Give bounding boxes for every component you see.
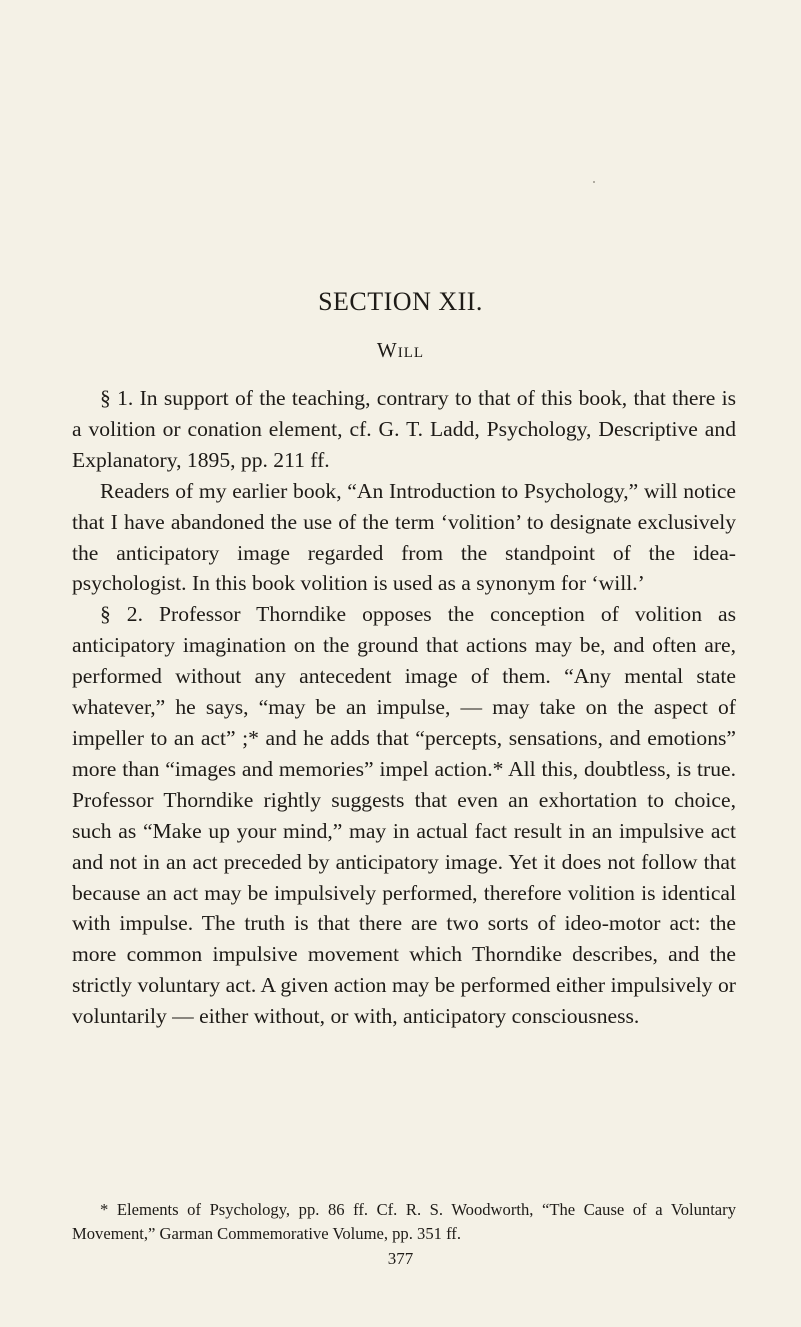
paper-speck bbox=[593, 181, 595, 183]
paragraph-section-2: § 2. Professor Thorndike opposes the conception of volition as anticipatory imagination on the ground that actions may be, and often are, performed without any antecedent image of them. “Any mental state whatever,” he says, “may be an impulse, — may take on the aspect of impeller to an act” ;* and he adds that “percepts, sensations, and emotions” more than “images and memories” impel action.* All this, doubtless, is true. Professor Thorndike rightly suggests that even an exhortation to choice, such as “Make up your mind,” may in actual fact result in an impulsive act and not in an act preceded by anticipatory image. Yet it does not follow that because an act may be impulsively performed, therefore volition is identical with impulse. The truth is that there are two sorts of ideo-motor act: the more common impulsive movement which Thorndike describes, and the strictly voluntary act. A given action may be performed either impulsively or voluntarily — either without, or with, anticipatory consciousness. bbox=[72, 602, 736, 1029]
chapter-title: Will bbox=[376, 338, 425, 362]
paragraph-section-1: § 1. In support of the teaching, contrary to that of this book, that there is a volition or conation element, cf. G. T. Ladd, Psychology, Descriptive and Explanatory, 1895, pp. 211 ff. bbox=[72, 386, 736, 472]
body-text bbox=[72, 383, 736, 1032]
page-number: 377 bbox=[387, 1249, 414, 1268]
paragraph-readers-note: Readers of my earlier book, “An Introduction to Psychology,” will notice that I have abandoned the use of the term ‘volition’ to designate exclusively the anticipatory image regarded from the standpoint of the idea-psychologist. In this book volition is used as a synonym for ‘will.’ bbox=[72, 478, 736, 596]
section-title: SECTION XII. bbox=[318, 287, 483, 316]
footnote: * Elements of Psychology, pp. 86 ff. Cf. R. S. Woodworth, “The Cause of a Voluntary Movement,” Garman Commemorative Volume, pp. 351 ff. bbox=[72, 1200, 736, 1243]
